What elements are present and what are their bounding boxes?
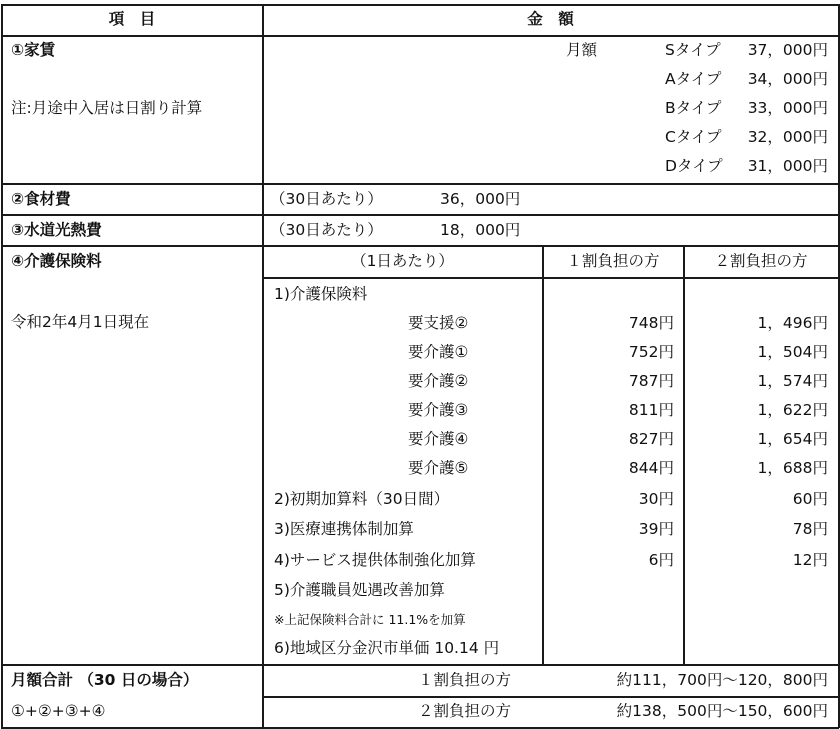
- total-row-amount: 約111，700円～120，800円: [616, 671, 828, 689]
- food-title: ②食材費: [11, 190, 71, 208]
- rule: [1, 727, 839, 729]
- care-extra-label: 4)サービス提供体制強化加算: [274, 551, 476, 569]
- care-col1-header: １割負担の方: [566, 252, 660, 270]
- care-extra-v2: 78円: [792, 520, 828, 538]
- care-extra-label: 2)初期加算料（30日間）: [274, 490, 450, 508]
- rule: [1, 35, 839, 37]
- total-row-amount: 約138，500円～150，600円: [616, 702, 828, 720]
- rent-type-price: 32，000円: [747, 128, 828, 146]
- care-extra-v2: 12円: [792, 551, 828, 569]
- rent-note: 注:月途中入居は日割り計算: [11, 99, 203, 117]
- utilities-amount: 18，000円: [440, 221, 521, 239]
- rule: [1, 4, 839, 6]
- care-level-v2: 1，504円: [757, 343, 828, 361]
- rent-type-price: 37，000円: [747, 41, 828, 59]
- total-formula: ①+②+③+④: [11, 702, 106, 720]
- care-level-v2: 1，574円: [757, 372, 828, 390]
- care-level-label: 要介護④: [408, 430, 469, 448]
- rent-type-price: 33，000円: [747, 99, 828, 117]
- care-title: ④介護保険料: [11, 252, 102, 270]
- rule: [542, 245, 544, 665]
- rent-type-label: Aタイプ: [665, 70, 722, 88]
- rent-monthly-label: 月額: [566, 41, 598, 59]
- care-level-label: 要介護⑤: [408, 459, 469, 477]
- care-level-v1: 748円: [628, 314, 674, 332]
- utilities-title: ③水道光熱費: [11, 221, 102, 239]
- total-row-label: ２割負担の方: [418, 702, 512, 720]
- rent-type-label: Sタイプ: [665, 41, 721, 59]
- rule: [262, 277, 839, 279]
- rent-type-price: 31，000円: [747, 157, 828, 175]
- care-improvement-note: ※上記保険料合計に 11.1%を加算: [274, 612, 466, 627]
- header-amount: 金 額: [527, 10, 574, 28]
- rent-type-label: Bタイプ: [665, 99, 722, 117]
- care-improvement: 5)介護職員処遇改善加算: [274, 581, 445, 599]
- care-level-v2: 1，496円: [757, 314, 828, 332]
- care-period: （1日あたり）: [351, 252, 454, 270]
- care-extra-label: 3)医療連携体制加算: [274, 520, 414, 538]
- care-level-v2: 1，654円: [757, 430, 828, 448]
- rule: [1, 245, 839, 247]
- total-row-label: １割負担の方: [418, 671, 512, 689]
- care-extra-v1: 6円: [648, 551, 674, 569]
- care-level-v1: 844円: [628, 459, 674, 477]
- care-level-label: 要支援②: [408, 314, 469, 332]
- rule: [1, 214, 839, 216]
- rule: [1, 4, 3, 728]
- rule: [1, 183, 839, 185]
- care-level-label: 要介護①: [408, 343, 469, 361]
- care-level-label: 要介護③: [408, 401, 469, 419]
- care-extra-v2: 60円: [792, 490, 828, 508]
- care-level-v1: 752円: [628, 343, 674, 361]
- care-regional: 6)地域区分金沢市単価 10.14 円: [274, 639, 500, 657]
- rule: [262, 4, 264, 728]
- care-level-v1: 827円: [628, 430, 674, 448]
- rent-type-price: 34，000円: [747, 70, 828, 88]
- header-item: 項 目: [108, 10, 156, 28]
- care-base-title: 1)介護保険料: [274, 285, 368, 303]
- food-period: （30日あたり）: [270, 190, 383, 208]
- care-asof: 令和2年4月1日現在: [11, 313, 150, 331]
- total-title: 月額合計 （30 日の場合）: [11, 671, 199, 689]
- rent-type-label: Dタイプ: [665, 157, 723, 175]
- care-col2-header: ２割負担の方: [714, 252, 808, 270]
- rent-title: ①家賃: [11, 41, 56, 59]
- care-level-v2: 1，622円: [757, 401, 828, 419]
- care-extra-v1: 30円: [638, 490, 674, 508]
- care-level-v1: 787円: [628, 372, 674, 390]
- rule: [838, 4, 840, 728]
- rule: [262, 696, 839, 698]
- food-amount: 36，000円: [440, 190, 521, 208]
- rent-type-label: Cタイプ: [665, 128, 722, 146]
- care-extra-v1: 39円: [638, 520, 674, 538]
- care-level-v1: 811円: [628, 401, 674, 419]
- rule: [1, 664, 839, 666]
- rule: [683, 245, 685, 665]
- care-level-label: 要介護②: [408, 372, 469, 390]
- care-level-v2: 1，688円: [757, 459, 828, 477]
- utilities-period: （30日あたり）: [270, 221, 383, 239]
